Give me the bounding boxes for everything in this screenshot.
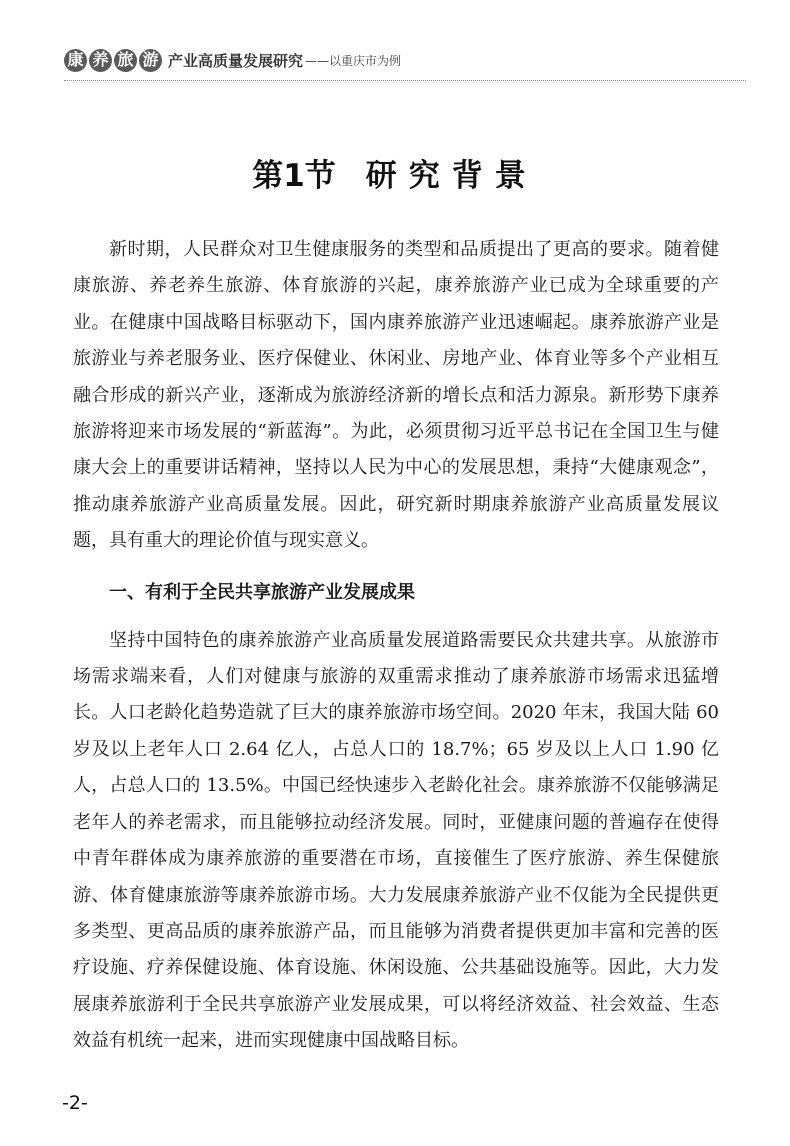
- running-header: [64, 40, 744, 80]
- chapter-heading: [0, 150, 790, 195]
- chapter-title: 研究背景: [365, 158, 538, 194]
- book-brand-logo: [64, 49, 162, 72]
- section-heading: 一、有利于全民共享旅游产业发展成果: [109, 581, 415, 603]
- book-title: 产业高质量发展研究: [168, 51, 304, 70]
- section-paragraph: 坚持中国特色的康养旅游产业高质量发展道路需要民众共建共享。从旅游市场需求端来看，人们对健康与旅游的双重需求推动了康养旅游市场需求迅猛增长。人口老龄化趋势造就了巨大的康养旅游市场空间。2020 年末，我国大陆 60 岁及以上老年人口 2.64 亿人，占总人口的 18.7%；65 岁及以上人口 1.90 亿人，占总人口的 13.5%。中国已经快速步入老龄化社会。康养旅游不仅能够满足老年人的养老需求，而且能够拉动经济发展。同时，亚健康问题的普遍存在使得中青年群体成为康养旅游的重要潜在市场，直接催生了医疗旅游、养生保健旅游、体育健康旅游等康养旅游市场。大力发展康养旅游产业不仅能为全民提供更多类型、更高品质的康养旅游产品，而且能够为消费者提供更加丰富和完善的医疗设施、疗养保健设施、体育设施、休闲设施、公共基础设施等。因此，大力发展康养旅游利于全民共享旅游产业发展成果，可以将经济效益、社会效益、生态效益有机统一起来，进而实现健康中国战略目标。: [73, 629, 719, 1052]
- book-subtitle: ——以重庆市为例: [305, 53, 402, 68]
- brand-char: 旅: [114, 49, 137, 72]
- header-divider: [64, 80, 746, 81]
- page-body: [73, 232, 719, 1060]
- brand-char: 康: [64, 49, 87, 72]
- intro-paragraph: 新时期，人民群众对卫生健康服务的类型和品质提出了更高的要求。随着健康旅游、养老养生旅游、体育旅游的兴起，康养旅游产业已成为全球重要的产业。在健康中国战略目标驱动下，国内康养旅游产业迅速崛起。康养旅游产业是旅游业与养老服务业、医疗保健业、休闲业、房地产业、体育业等多个产业相互融合形成的新兴产业，逐渐成为旅游经济新的增长点和活力源泉。新形势下康养旅游将迎来市场发展的“新蓝海”。为此，必须贯彻习近平总书记在全国卫生与健康大会上的重要讲话精神，坚持以人民为中心的发展思想，秉持“大健康观念”，推动康养旅游产业高质量发展。因此，研究新时期康养旅游产业高质量发展议题，具有重大的理论价值与现实意义。: [73, 239, 719, 552]
- page-number: -2-: [62, 1092, 88, 1114]
- chapter-number: 第1节: [252, 158, 336, 194]
- brand-char: 游: [139, 49, 162, 72]
- brand-char: 养: [89, 49, 112, 72]
